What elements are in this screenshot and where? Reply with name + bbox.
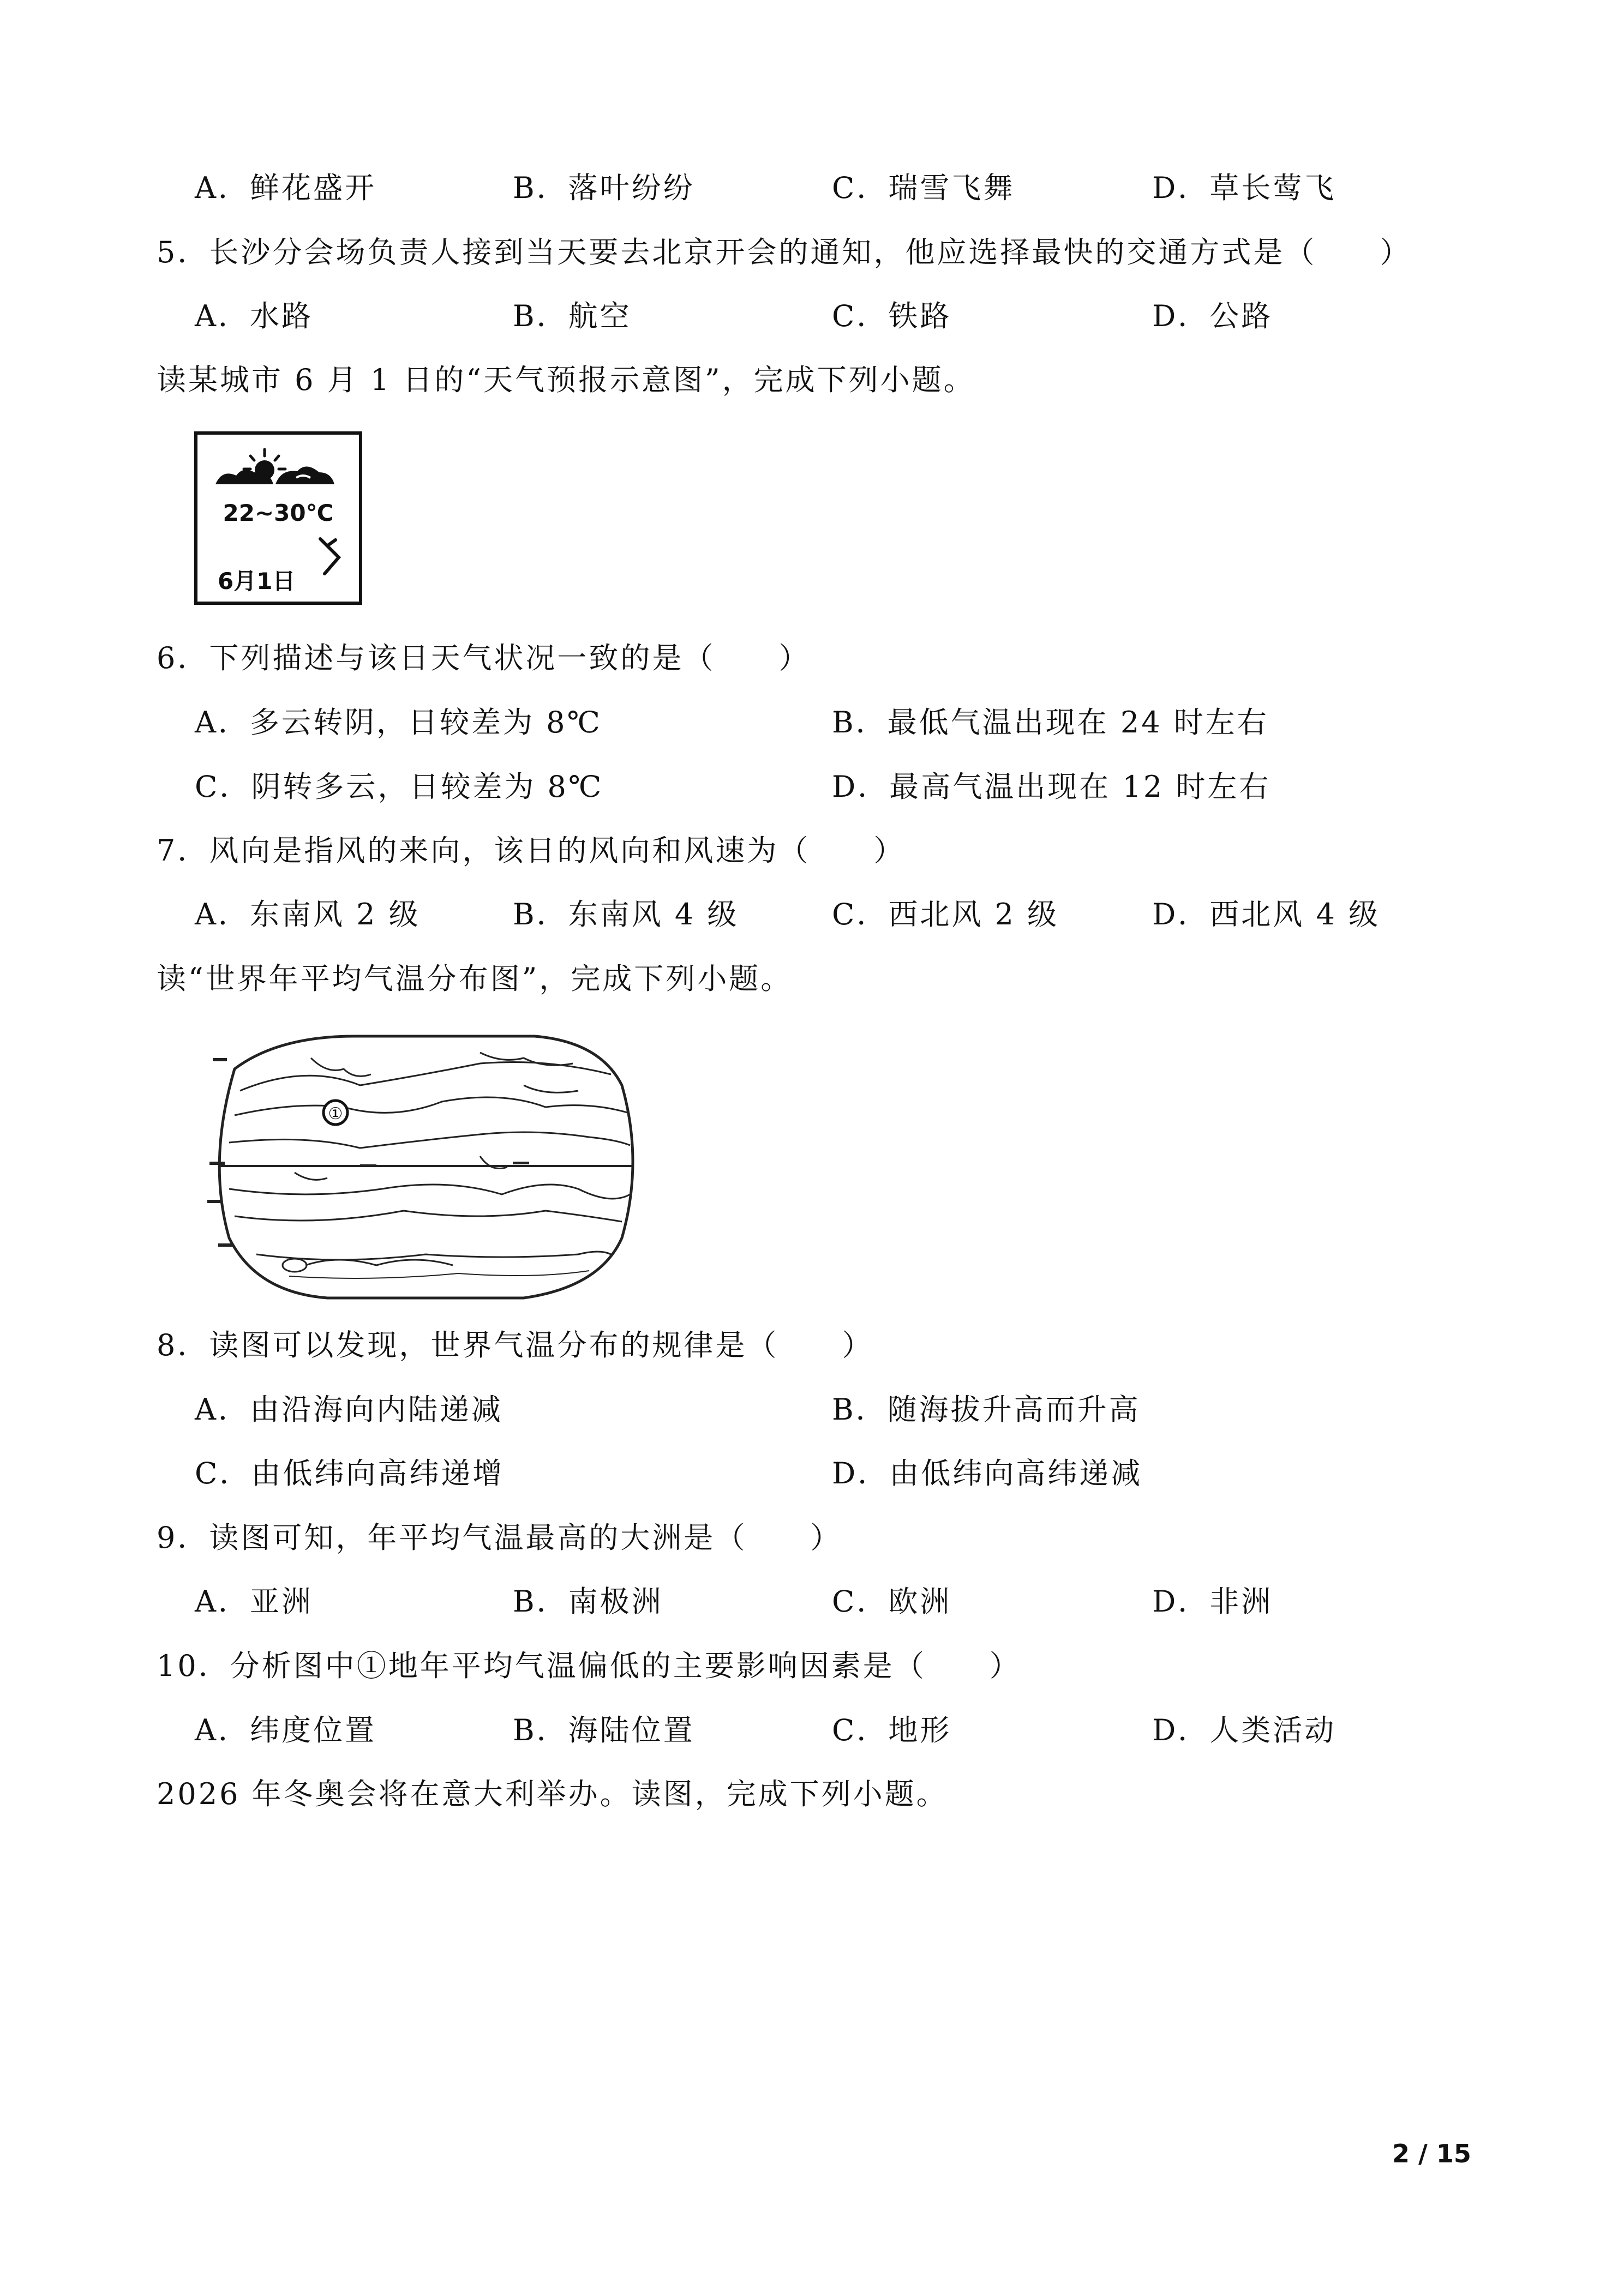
q7-option-c: C．西北风 2 级 — [832, 897, 1059, 931]
q5-option-a: A．水路 — [195, 299, 313, 333]
map-marker-label: ① — [328, 1104, 343, 1123]
map-marker-1 — [323, 1101, 347, 1125]
q4-option-c: C．瑞雪飞舞 — [832, 171, 1015, 205]
q6-option-a: A．多云转阴，日较差为 8℃ — [195, 705, 602, 740]
q4-option-d: D．草长莺飞 — [1152, 171, 1337, 205]
q7-option-d: D．西北风 4 级 — [1152, 897, 1380, 931]
weather-date: 6月1日 — [218, 568, 296, 594]
q7-option-b: B．东南风 4 级 — [513, 897, 739, 931]
q10-option-d: D．人类活动 — [1152, 1713, 1337, 1747]
weather-intro: 读某城市 6 月 1 日的“天气预报示意图”，完成下列小题。 — [157, 363, 975, 397]
q9-option-d: D．非洲 — [1152, 1584, 1273, 1619]
q8-stem: 8．读图可以发现，世界气温分布的规律是（ ） — [157, 1328, 874, 1362]
q9-stem: 9．读图可知，年平均气温最高的大洲是（ ） — [157, 1520, 842, 1555]
page-number: 2 / 15 — [1392, 2139, 1471, 2168]
q5-option-c: C．铁路 — [832, 299, 952, 333]
q10-option-a: A．纬度位置 — [195, 1713, 376, 1747]
q8-option-a: A．由沿海向内陆递减 — [195, 1392, 503, 1427]
q8-option-d: D．由低纬向高纬递减 — [832, 1456, 1143, 1490]
q6-option-d: D．最高气温出现在 12 时左右 — [832, 770, 1271, 804]
weather-temperature: 22~30℃ — [223, 500, 334, 526]
q6-option-b: B．最低气温出现在 24 时左右 — [832, 705, 1269, 740]
q6-stem: 6．下列描述与该日天气状况一致的是（ ） — [157, 641, 811, 675]
q5-stem: 5．长沙分会场负责人接到当天要去北京开会的通知，他应选择最快的交通方式是（ ） — [157, 235, 1412, 269]
q5-option-d: D．公路 — [1152, 299, 1273, 333]
q10-option-c: C．地形 — [832, 1713, 952, 1747]
q8-option-c: C．由低纬向高纬递增 — [195, 1456, 505, 1490]
q7-stem: 7．风向是指风的来向，该日的风向和风速为（ ） — [157, 833, 906, 868]
q9-option-c: C．欧洲 — [832, 1584, 952, 1619]
q9-option-a: A．亚洲 — [195, 1584, 313, 1619]
olympics-intro: 2026 年冬奥会将在意大利举办。读图，完成下列小题。 — [157, 1777, 948, 1811]
weather-forecast-figure — [194, 431, 363, 605]
q8-option-b: B．随海拔升高而升高 — [832, 1392, 1141, 1427]
q9-option-b: B．南极洲 — [513, 1584, 663, 1619]
q7-option-a: A．东南风 2 级 — [195, 897, 421, 931]
q10-option-b: B．海陆位置 — [513, 1713, 695, 1747]
q10-stem: 10．分析图中①地年平均气温偏低的主要影响因素是（ ） — [157, 1649, 1021, 1683]
q4-option-a: A．鲜花盛开 — [195, 171, 376, 205]
world-temperature-map — [196, 1025, 644, 1309]
q5-option-b: B．航空 — [513, 299, 632, 333]
map-intro: 读“世界年平均气温分布图”，完成下列小题。 — [157, 961, 793, 996]
q6-option-c: C．阴转多云，日较差为 8℃ — [195, 770, 604, 804]
q4-option-b: B．落叶纷纷 — [513, 171, 695, 205]
